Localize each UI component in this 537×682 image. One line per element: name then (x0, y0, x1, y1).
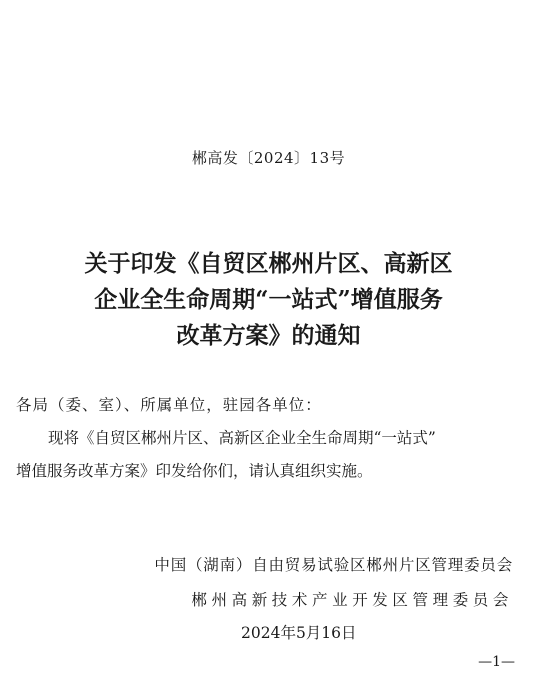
body-paragraph-line-2: 增值服务改革方案》印发给你们，请认真组织实施。 (16, 462, 373, 480)
document-title (0, 246, 537, 354)
page-number: —1— (478, 654, 515, 670)
title-line-1: 关于印发《自贸区郴州片区、高新区 (84, 250, 453, 277)
title-line-3: 改革方案》的通知 (176, 322, 361, 349)
issue-date: 2024年5月16日 (241, 624, 357, 642)
signature-issuer-2: 郴州高新技术产业开发区管理委员会 (191, 591, 513, 609)
signature-issuer-1: 中国（湖南）自由贸易试验区郴州片区管理委员会 (154, 556, 513, 574)
body-paragraph-line-1: 现将《自贸区郴州片区、高新区企业全生命周期“一站式” (48, 429, 436, 447)
title-line-2: 企业全生命周期“一站式”增值服务 (94, 286, 443, 313)
addressee: 各局（委、室）、所属单位，驻园各单位： (16, 396, 322, 414)
document-number: 郴高发〔2024〕13号 (191, 149, 346, 167)
